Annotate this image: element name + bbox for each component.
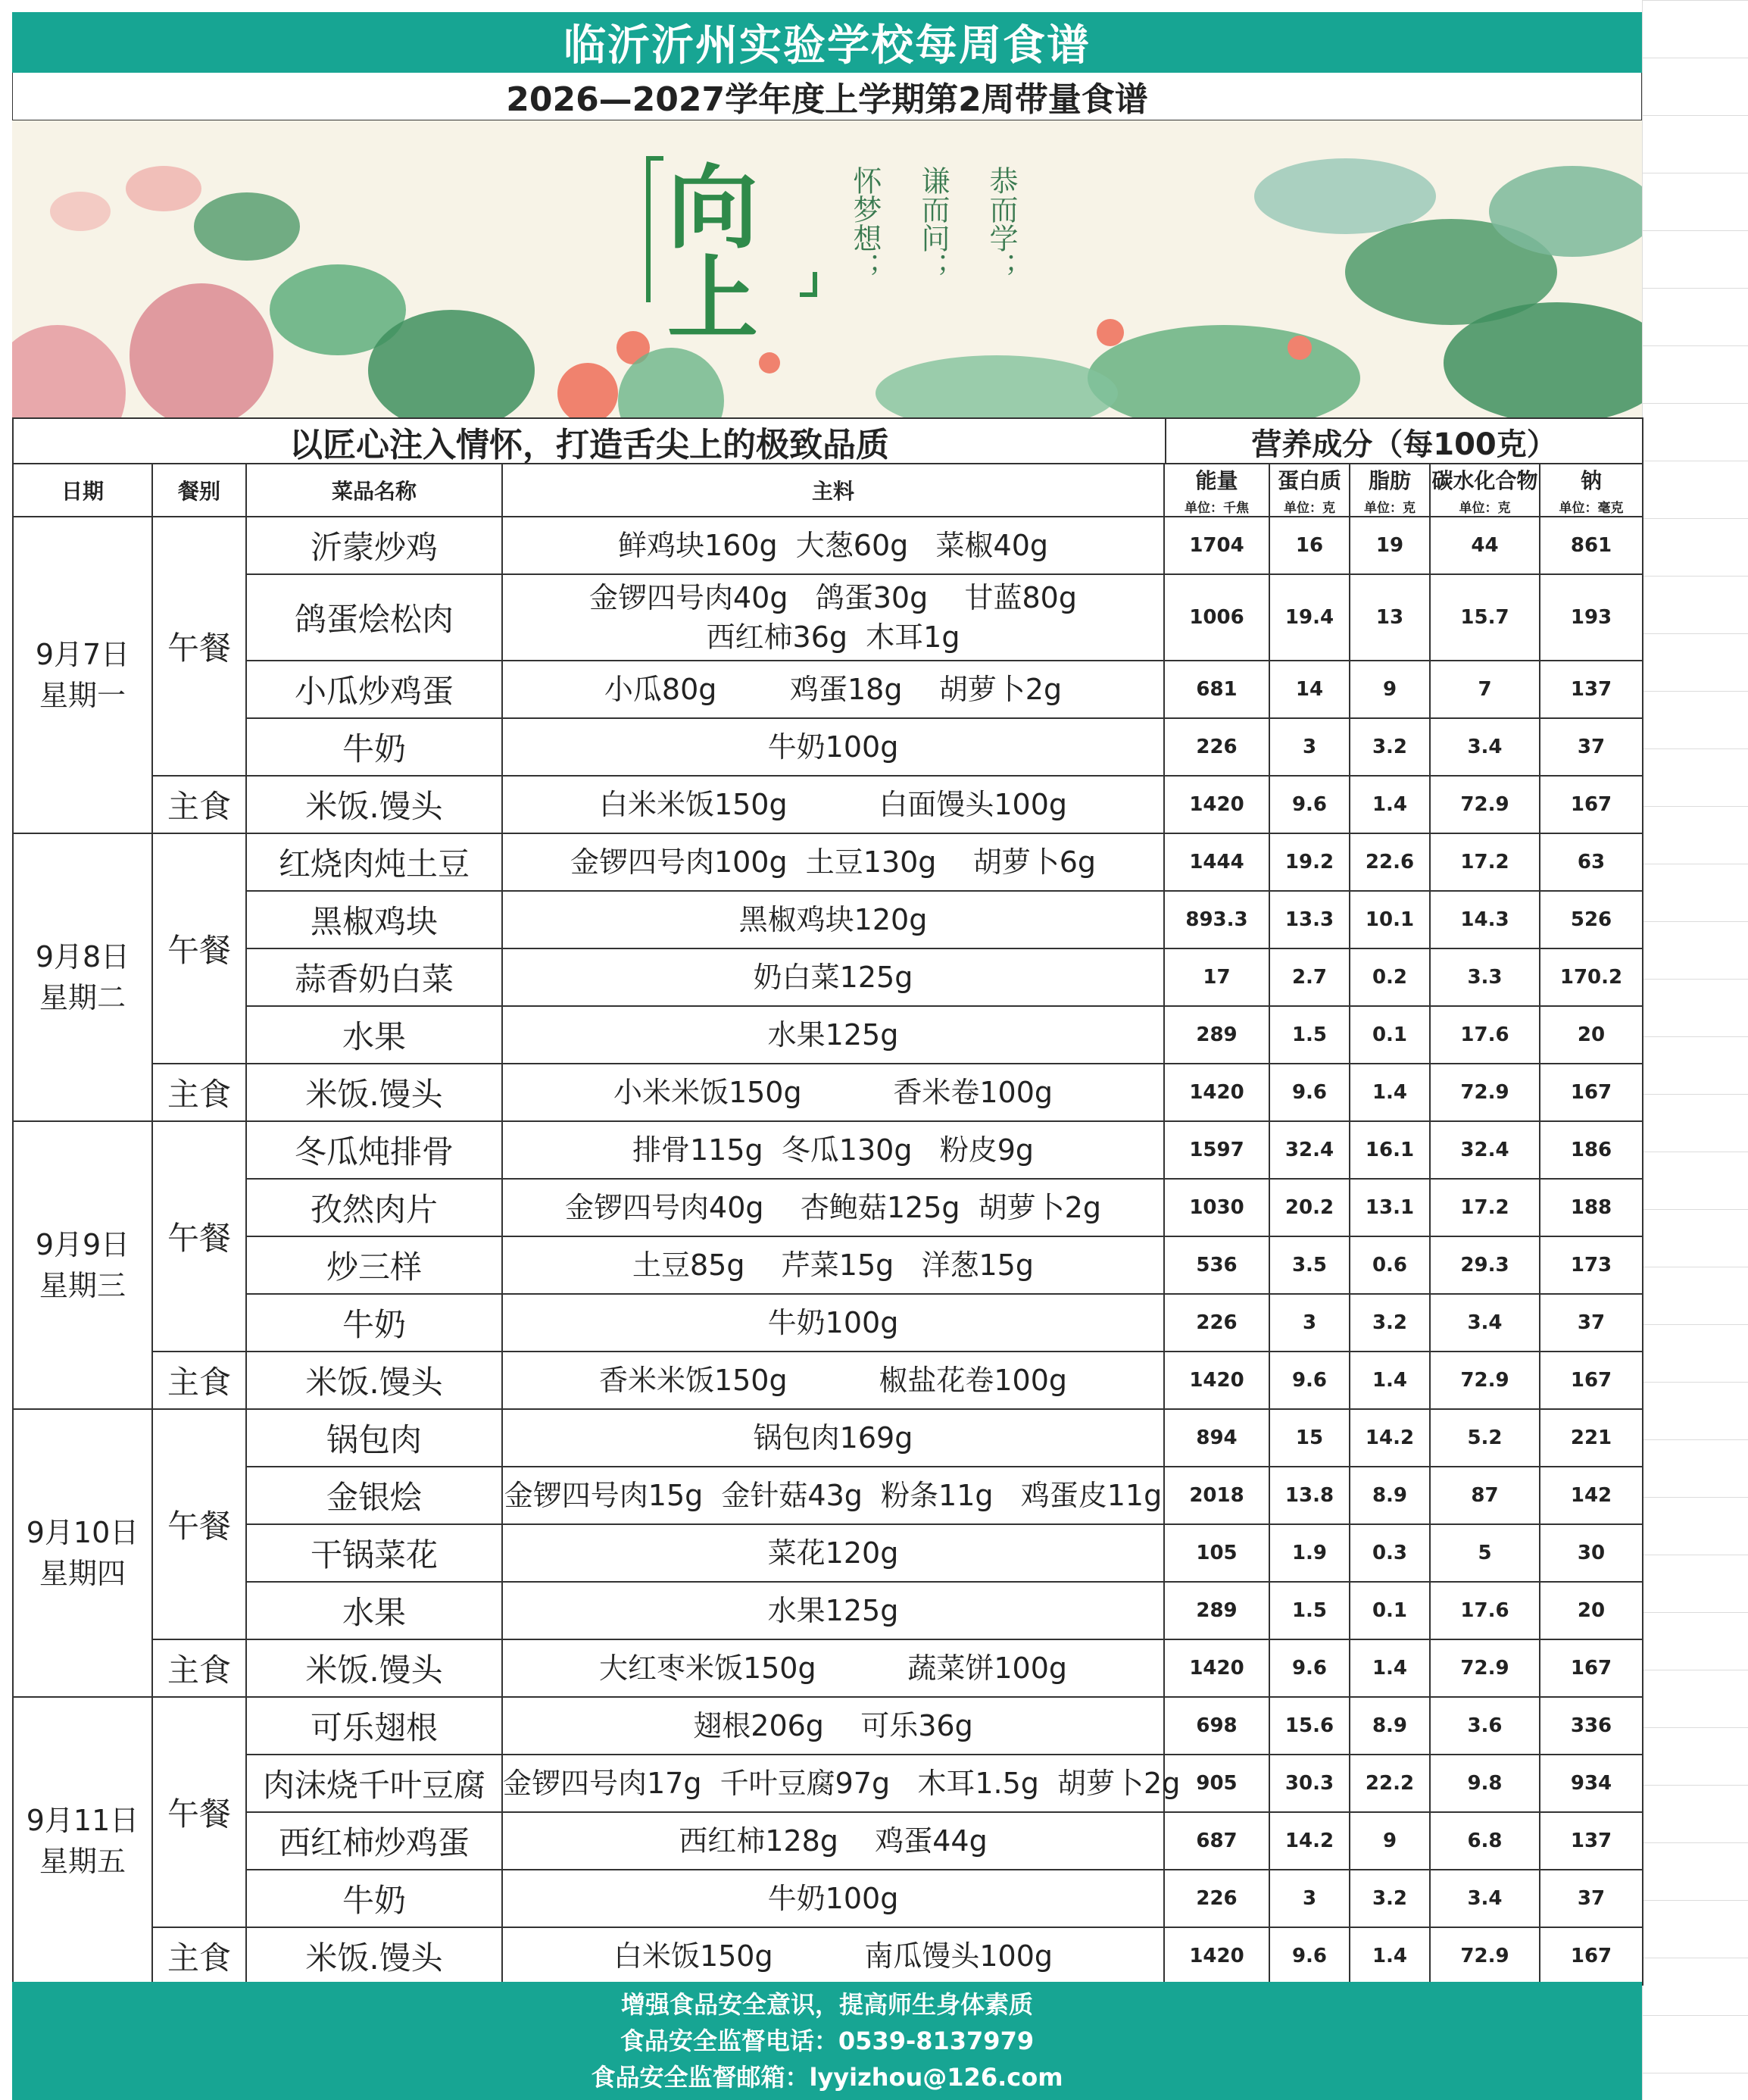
ingredients-cell: 大红枣米饭150g 蔬菜饼100g [502, 1639, 1164, 1697]
energy-value-cell: 894 [1164, 1409, 1269, 1467]
ingredients-cell: 黑椒鸡块120g [502, 891, 1164, 948]
ingredients-cell: 白米饭150g 南瓜馒头100g [502, 1927, 1164, 1985]
ingredients-cell: 土豆85g 芹菜15g 洋葱15g [502, 1236, 1164, 1294]
carbs-value-cell: 72.9 [1430, 1064, 1540, 1121]
energy-value-cell: 1704 [1164, 517, 1269, 574]
energy-value-cell: 289 [1164, 1582, 1269, 1639]
fat-value-cell: 13.1 [1350, 1179, 1430, 1236]
weekday-label: 星期五 [39, 1845, 126, 1878]
ingredients-cell: 金锣四号肉40g 杏鲍菇125g 胡萝卜2g [502, 1179, 1164, 1236]
energy-value-cell: 1444 [1164, 833, 1269, 891]
dish-name-cell: 炒三样 [246, 1236, 502, 1294]
sodium-value-cell: 173 [1540, 1236, 1643, 1294]
energy-value-cell: 2018 [1164, 1467, 1269, 1524]
header-protein [1269, 464, 1350, 517]
sodium-value-cell: 934 [1540, 1755, 1643, 1812]
menu-body [13, 517, 1643, 1985]
protein-value-cell: 30.3 [1269, 1755, 1350, 1812]
dish-name-cell: 鸽蛋烩松肉 [246, 574, 502, 661]
table-row [13, 1524, 1643, 1582]
ingredients-cell: 香米米饭150g 椒盐花卷100g [502, 1352, 1164, 1409]
carbs-value-cell: 29.3 [1430, 1236, 1540, 1294]
header-fat-label: 脂肪 [1368, 468, 1411, 493]
fat-value-cell: 1.4 [1350, 1352, 1430, 1409]
day-cell [13, 517, 152, 833]
protein-value-cell: 1.5 [1269, 1006, 1350, 1064]
table-row [13, 1179, 1643, 1236]
carbs-value-cell: 3.4 [1430, 718, 1540, 776]
dish-name-cell: 锅包肉 [246, 1409, 502, 1467]
sodium-value-cell: 526 [1540, 891, 1643, 948]
sodium-value-cell: 20 [1540, 1582, 1643, 1639]
dish-name-cell: 蒜香奶白菜 [246, 948, 502, 1006]
table-header-row [13, 464, 1643, 517]
sodium-value-cell: 37 [1540, 1294, 1643, 1352]
dish-name-cell: 米饭.馒头 [246, 1064, 502, 1121]
footer-line-3: 食品安全监督邮箱：lyyizhou@126.com [591, 2063, 1063, 2092]
dish-name-cell: 米饭.馒头 [246, 1352, 502, 1409]
header-protein-label: 蛋白质 [1277, 468, 1341, 493]
meal-staple-cell: 主食 [152, 1064, 246, 1121]
energy-value-cell: 289 [1164, 1006, 1269, 1064]
carbs-value-cell: 3.4 [1430, 1870, 1540, 1927]
protein-value-cell: 19.4 [1269, 574, 1350, 661]
sodium-value-cell: 63 [1540, 833, 1643, 891]
carbs-value-cell: 5 [1430, 1524, 1540, 1582]
table-row [13, 776, 1643, 833]
dish-name-cell: 米饭.馒头 [246, 1639, 502, 1697]
fat-value-cell: 0.3 [1350, 1524, 1430, 1582]
banner-illustration [12, 120, 1642, 417]
protein-value-cell: 32.4 [1269, 1121, 1350, 1179]
meal-lunch-cell: 午餐 [152, 833, 246, 1064]
carbs-value-cell: 32.4 [1430, 1121, 1540, 1179]
energy-value-cell: 1006 [1164, 574, 1269, 661]
protein-value-cell: 14.2 [1269, 1812, 1350, 1870]
meal-lunch-cell: 午餐 [152, 1409, 246, 1639]
meal-lunch-cell: 午餐 [152, 1121, 246, 1352]
dish-name-cell: 红烧肉炖土豆 [246, 833, 502, 891]
fat-value-cell: 3.2 [1350, 1294, 1430, 1352]
energy-value-cell: 226 [1164, 718, 1269, 776]
dish-name-cell: 牛奶 [246, 718, 502, 776]
protein-value-cell: 9.6 [1269, 776, 1350, 833]
banner-big-char-1: 向 [667, 155, 758, 261]
carbs-value-cell: 87 [1430, 1467, 1540, 1524]
table-row [13, 1236, 1643, 1294]
carbs-value-cell: 72.9 [1430, 1352, 1540, 1409]
sodium-value-cell: 861 [1540, 517, 1643, 574]
table-row [13, 1927, 1643, 1985]
carbs-value-cell: 17.6 [1430, 1006, 1540, 1064]
table-row [13, 833, 1643, 891]
table-row [13, 891, 1643, 948]
date-label: 9月8日 [35, 940, 130, 973]
fat-value-cell: 0.6 [1350, 1236, 1430, 1294]
fat-value-cell: 0.2 [1350, 948, 1430, 1006]
table-row [13, 1812, 1643, 1870]
table-row [13, 1639, 1643, 1697]
header-carbs-unit: 单位：克 [1459, 501, 1511, 516]
energy-value-cell: 893.3 [1164, 891, 1269, 948]
carbs-value-cell: 6.8 [1430, 1812, 1540, 1870]
page-subtitle: 2026—2027学年度上学期第2周带量食谱 [12, 73, 1642, 120]
carbs-value-cell: 44 [1430, 517, 1540, 574]
sodium-value-cell: 167 [1540, 1352, 1643, 1409]
banner-column-1: 恭而学； [985, 166, 1018, 281]
header-meal: 餐别 [152, 464, 246, 517]
table-row [13, 1006, 1643, 1064]
fat-value-cell: 0.1 [1350, 1582, 1430, 1639]
dish-name-cell: 牛奶 [246, 1294, 502, 1352]
fat-value-cell: 9 [1350, 661, 1430, 718]
ingredients-cell: 奶白菜125g [502, 948, 1164, 1006]
table-row [13, 574, 1643, 661]
dish-name-cell: 沂蒙炒鸡 [246, 517, 502, 574]
meal-lunch-cell: 午餐 [152, 517, 246, 776]
header-carbs-label: 碳水化合物 [1431, 468, 1538, 493]
energy-value-cell: 1420 [1164, 776, 1269, 833]
sodium-value-cell: 167 [1540, 776, 1643, 833]
table-row [13, 1697, 1643, 1755]
energy-value-cell: 681 [1164, 661, 1269, 718]
day-cell [13, 1697, 152, 1985]
sodium-value-cell: 30 [1540, 1524, 1643, 1582]
protein-value-cell: 2.7 [1269, 948, 1350, 1006]
fat-value-cell: 1.4 [1350, 1639, 1430, 1697]
table-row [13, 1064, 1643, 1121]
ingredients-cell: 锅包肉169g [502, 1409, 1164, 1467]
dish-name-cell: 肉沫烧千叶豆腐 [246, 1755, 502, 1812]
ingredients-cell: 牛奶100g [502, 1294, 1164, 1352]
energy-value-cell: 226 [1164, 1294, 1269, 1352]
ingredients-cell: 鲜鸡块160g 大葱60g 菜椒40g [502, 517, 1164, 574]
carbs-value-cell: 17.2 [1430, 833, 1540, 891]
table-row [13, 517, 1643, 574]
table-row [13, 1294, 1643, 1352]
ingredients-cell: 水果125g [502, 1582, 1164, 1639]
carbs-value-cell: 72.9 [1430, 776, 1540, 833]
banner-column-3: 怀梦想； [848, 166, 882, 281]
protein-value-cell: 9.6 [1269, 1064, 1350, 1121]
sodium-value-cell: 37 [1540, 718, 1643, 776]
fat-value-cell: 9 [1350, 1812, 1430, 1870]
banner-big-char-2: 上 [667, 245, 758, 352]
protein-value-cell: 13.8 [1269, 1467, 1350, 1524]
protein-value-cell: 9.6 [1269, 1639, 1350, 1697]
energy-value-cell: 226 [1164, 1870, 1269, 1927]
protein-value-cell: 3 [1269, 1294, 1350, 1352]
dish-name-cell: 干锅菜花 [246, 1524, 502, 1582]
sodium-value-cell: 188 [1540, 1179, 1643, 1236]
carbs-value-cell: 72.9 [1430, 1639, 1540, 1697]
energy-value-cell: 1420 [1164, 1064, 1269, 1121]
ingredients-cell: 翅根206g 可乐36g [502, 1697, 1164, 1755]
fat-value-cell: 3.2 [1350, 718, 1430, 776]
dish-name-cell: 金银烩 [246, 1467, 502, 1524]
carbs-value-cell: 9.8 [1430, 1755, 1540, 1812]
fat-value-cell: 14.2 [1350, 1409, 1430, 1467]
sodium-value-cell: 170.2 [1540, 948, 1643, 1006]
weekday-label: 星期三 [39, 1269, 126, 1302]
dish-name-cell: 米饭.馒头 [246, 1927, 502, 1985]
carbs-value-cell: 15.7 [1430, 574, 1540, 661]
weekday-label: 星期一 [39, 679, 126, 712]
carbs-value-cell: 5.2 [1430, 1409, 1540, 1467]
energy-value-cell: 687 [1164, 1812, 1269, 1870]
ingredients-cell: 小瓜80g 鸡蛋18g 胡萝卜2g [502, 661, 1164, 718]
header-sodium [1540, 464, 1643, 517]
fat-value-cell: 22.2 [1350, 1755, 1430, 1812]
date-label: 9月11日 [26, 1804, 139, 1837]
table-row [13, 1755, 1643, 1812]
meal-staple-cell: 主食 [152, 776, 246, 833]
ingredients-cell: 排骨115g 冬瓜130g 粉皮9g [502, 1121, 1164, 1179]
energy-value-cell: 1597 [1164, 1121, 1269, 1179]
sodium-value-cell: 221 [1540, 1409, 1643, 1467]
protein-value-cell: 9.6 [1269, 1352, 1350, 1409]
motto-text: 以匠心注入情怀，打造舌尖上的极致品质 [14, 419, 1166, 464]
carbs-value-cell: 14.3 [1430, 891, 1540, 948]
sodium-value-cell: 167 [1540, 1927, 1643, 1985]
fat-value-cell: 22.6 [1350, 833, 1430, 891]
table-row [13, 1467, 1643, 1524]
header-fat [1350, 464, 1430, 517]
footer-line-2: 食品安全监督电话：0539-8137979 [620, 2027, 1035, 2055]
sodium-value-cell: 20 [1540, 1006, 1643, 1064]
dish-name-cell: 黑椒鸡块 [246, 891, 502, 948]
banner-column-2: 谦而问； [916, 166, 950, 281]
menu-table [12, 463, 1643, 1986]
carbs-value-cell: 3.4 [1430, 1294, 1540, 1352]
carbs-value-cell: 3.3 [1430, 948, 1540, 1006]
fat-value-cell: 1.4 [1350, 776, 1430, 833]
carbs-value-cell: 3.6 [1430, 1697, 1540, 1755]
fat-value-cell: 0.1 [1350, 1006, 1430, 1064]
header-fat-unit: 单位：克 [1364, 501, 1416, 516]
energy-value-cell: 1420 [1164, 1352, 1269, 1409]
protein-value-cell: 9.6 [1269, 1927, 1350, 1985]
dish-name-cell: 小瓜炒鸡蛋 [246, 661, 502, 718]
menu-sheet [12, 12, 1642, 2092]
protein-value-cell: 20.2 [1269, 1179, 1350, 1236]
fat-value-cell: 1.4 [1350, 1064, 1430, 1121]
carbs-value-cell: 17.2 [1430, 1179, 1540, 1236]
carbs-value-cell: 7 [1430, 661, 1540, 718]
ingredients-cell: 金锣四号肉40g 鸽蛋30g 甘蓝80g 西红柿36g 木耳1g [502, 574, 1164, 661]
ingredients-cell: 牛奶100g [502, 718, 1164, 776]
date-label: 9月10日 [26, 1516, 139, 1549]
ingredients-cell: 小米米饭150g 香米卷100g [502, 1064, 1164, 1121]
dish-name-cell: 冬瓜炖排骨 [246, 1121, 502, 1179]
sodium-value-cell: 167 [1540, 1639, 1643, 1697]
sodium-value-cell: 137 [1540, 1812, 1643, 1870]
table-row [13, 1352, 1643, 1409]
table-row [13, 1870, 1643, 1927]
energy-value-cell: 1420 [1164, 1639, 1269, 1697]
energy-value-cell: 105 [1164, 1524, 1269, 1582]
meal-staple-cell: 主食 [152, 1639, 246, 1697]
fat-value-cell: 3.2 [1350, 1870, 1430, 1927]
protein-value-cell: 16 [1269, 517, 1350, 574]
ingredients-cell: 金锣四号肉15g 金针菇43g 粉条11g 鸡蛋皮11g [502, 1467, 1164, 1524]
day-cell [13, 1409, 152, 1697]
table-row [13, 661, 1643, 718]
fat-value-cell: 1.4 [1350, 1927, 1430, 1985]
ingredients-cell: 西红柿128g 鸡蛋44g [502, 1812, 1164, 1870]
table-row [13, 1582, 1643, 1639]
protein-value-cell: 1.5 [1269, 1582, 1350, 1639]
header-energy-unit: 单位：千焦 [1185, 501, 1249, 516]
banner-image [12, 120, 1642, 417]
meal-lunch-cell: 午餐 [152, 1697, 246, 1927]
energy-value-cell: 905 [1164, 1755, 1269, 1812]
date-label: 9月7日 [35, 638, 130, 671]
sodium-value-cell: 137 [1540, 661, 1643, 718]
fat-value-cell: 16.1 [1350, 1121, 1430, 1179]
header-energy-label: 能量 [1195, 468, 1238, 493]
ingredients-cell: 水果125g [502, 1006, 1164, 1064]
sodium-value-cell: 193 [1540, 574, 1643, 661]
ingredients-cell: 金锣四号肉100g 土豆130g 胡萝卜6g [502, 833, 1164, 891]
protein-value-cell: 3 [1269, 718, 1350, 776]
dish-name-cell: 水果 [246, 1006, 502, 1064]
protein-value-cell: 1.9 [1269, 1524, 1350, 1582]
protein-value-cell: 15.6 [1269, 1697, 1350, 1755]
energy-value-cell: 536 [1164, 1236, 1269, 1294]
fat-value-cell: 10.1 [1350, 891, 1430, 948]
ingredients-cell: 牛奶100g [502, 1870, 1164, 1927]
protein-value-cell: 14 [1269, 661, 1350, 718]
table-row [13, 1121, 1643, 1179]
meal-staple-cell: 主食 [152, 1352, 246, 1409]
dish-name-cell: 可乐翅根 [246, 1697, 502, 1755]
footer [12, 1982, 1642, 2100]
weekday-label: 星期二 [39, 981, 126, 1014]
table-row [13, 718, 1643, 776]
header-sodium-label: 钠 [1580, 468, 1602, 493]
dish-name-cell: 孜然肉片 [246, 1179, 502, 1236]
sodium-value-cell: 186 [1540, 1121, 1643, 1179]
fat-value-cell: 8.9 [1350, 1697, 1430, 1755]
energy-value-cell: 698 [1164, 1697, 1269, 1755]
dish-name-cell: 水果 [246, 1582, 502, 1639]
header-energy [1164, 464, 1269, 517]
table-row [13, 948, 1643, 1006]
protein-value-cell: 3 [1269, 1870, 1350, 1927]
protein-value-cell: 19.2 [1269, 833, 1350, 891]
sodium-value-cell: 167 [1540, 1064, 1643, 1121]
sodium-value-cell: 336 [1540, 1697, 1643, 1755]
ingredients-cell: 菜花120g [502, 1524, 1164, 1582]
meal-staple-cell: 主食 [152, 1927, 246, 1985]
weekday-label: 星期四 [39, 1557, 126, 1590]
footer-line-1: 增强食品安全意识，提高师生身体素质 [620, 1990, 1033, 2019]
nutrition-title: 营养成分（每100克） [1251, 427, 1557, 462]
fat-value-cell: 19 [1350, 517, 1430, 574]
protein-value-cell: 3.5 [1269, 1236, 1350, 1294]
day-cell [13, 1121, 152, 1409]
energy-value-cell: 17 [1164, 948, 1269, 1006]
protein-value-cell: 13.3 [1269, 891, 1350, 948]
ingredients-cell: 白米米饭150g 白面馒头100g [502, 776, 1164, 833]
carbs-value-cell: 72.9 [1430, 1927, 1540, 1985]
header-ingredients: 主料 [502, 464, 1164, 517]
sodium-value-cell: 37 [1540, 1870, 1643, 1927]
header-dish: 菜品名称 [246, 464, 502, 517]
sodium-value-cell: 142 [1540, 1467, 1643, 1524]
fat-value-cell: 8.9 [1350, 1467, 1430, 1524]
header-date: 日期 [13, 464, 152, 517]
day-cell [13, 833, 152, 1121]
header-protein-unit: 单位：克 [1284, 501, 1335, 516]
dish-name-cell: 西红柿炒鸡蛋 [246, 1812, 502, 1870]
header-sodium-unit: 单位：毫克 [1559, 501, 1624, 516]
table-row [13, 1409, 1643, 1467]
dish-name-cell: 牛奶 [246, 1870, 502, 1927]
motto-row [12, 417, 1643, 464]
protein-value-cell: 15 [1269, 1409, 1350, 1467]
energy-value-cell: 1030 [1164, 1179, 1269, 1236]
date-label: 9月9日 [35, 1228, 130, 1261]
ingredients-cell: 金锣四号肉17g 千叶豆腐97g 木耳1.5g 胡萝卜2g [502, 1755, 1164, 1812]
energy-value-cell: 1420 [1164, 1927, 1269, 1985]
spreadsheet-grid-background [1642, 0, 1748, 2100]
dish-name-cell: 米饭.馒头 [246, 776, 502, 833]
header-carbs [1430, 464, 1540, 517]
page-title: 临沂沂州实验学校每周食谱 [12, 12, 1642, 73]
carbs-value-cell: 17.6 [1430, 1582, 1540, 1639]
fat-value-cell: 13 [1350, 574, 1430, 661]
